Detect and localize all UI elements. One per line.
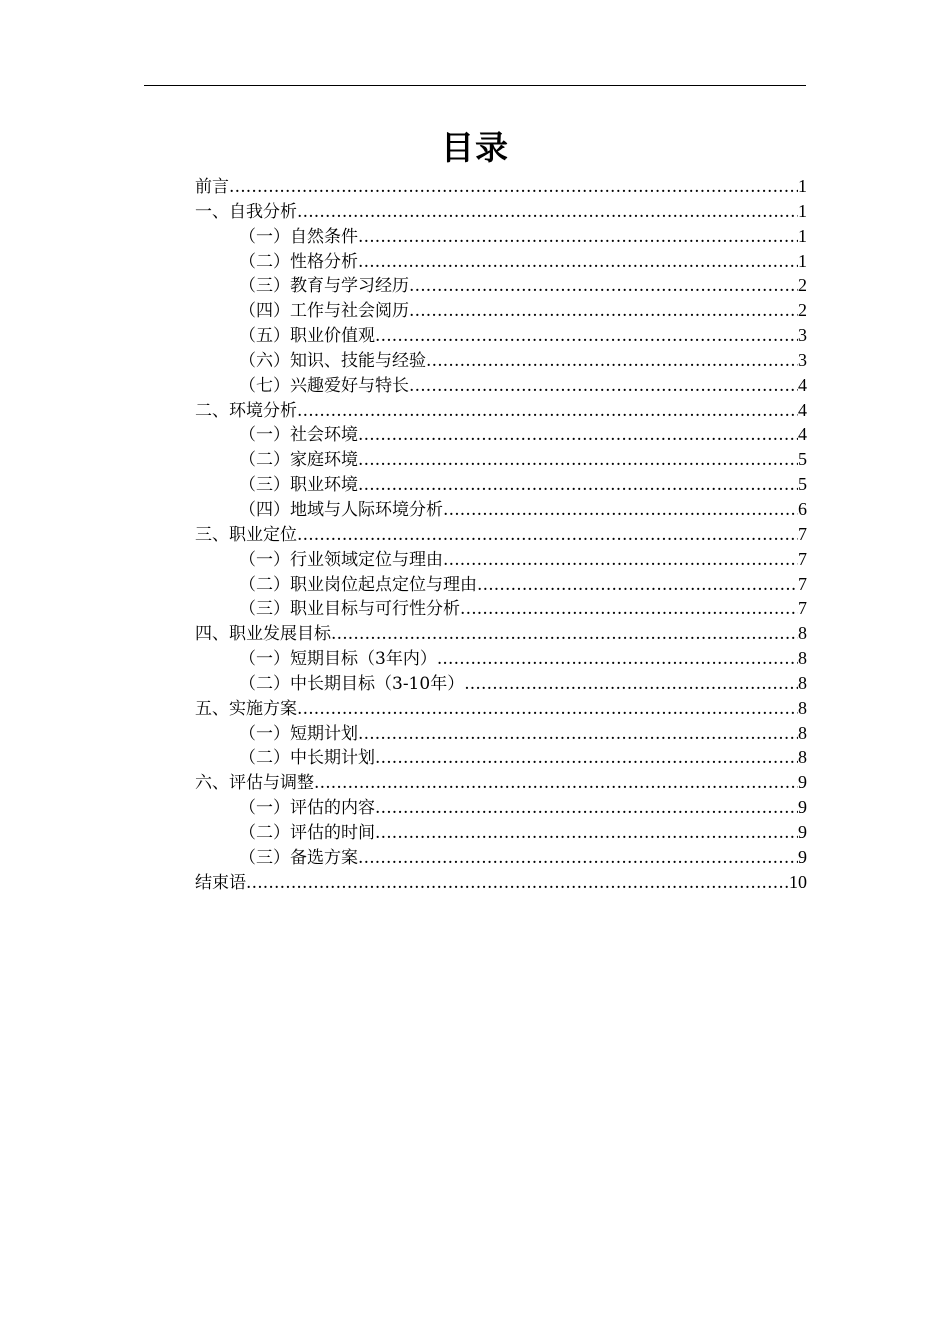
toc-page-number: 9 bbox=[798, 772, 807, 793]
toc-entry[interactable] bbox=[195, 199, 807, 224]
toc-dot-leader bbox=[443, 498, 798, 523]
toc-page-number: 2 bbox=[798, 275, 807, 296]
toc-entry[interactable] bbox=[195, 596, 807, 621]
toc-page-number: 3 bbox=[798, 349, 807, 370]
toc-page-number: 7 bbox=[798, 523, 807, 544]
toc-entry-label: 六、评估与调整 bbox=[195, 773, 314, 794]
toc-dot-leader bbox=[477, 573, 798, 598]
toc-entry[interactable] bbox=[195, 298, 807, 323]
toc-dot-leader bbox=[375, 324, 798, 349]
header-rule bbox=[144, 85, 806, 86]
toc-page-number: 1 bbox=[798, 225, 807, 246]
toc-entry[interactable] bbox=[195, 373, 807, 398]
toc-dot-leader bbox=[464, 672, 798, 697]
toc-dot-leader bbox=[437, 647, 798, 672]
toc-dot-leader bbox=[426, 349, 798, 374]
toc-entry-label: （一）社会环境 bbox=[239, 425, 358, 446]
toc-dot-leader bbox=[297, 523, 798, 548]
toc-entry[interactable] bbox=[195, 696, 807, 721]
toc-dot-leader bbox=[409, 299, 798, 324]
toc-entry[interactable] bbox=[195, 422, 807, 447]
toc-page-number: 8 bbox=[798, 722, 807, 743]
toc-page-number: 4 bbox=[798, 424, 807, 445]
table-of-contents bbox=[195, 174, 807, 894]
toc-entry[interactable] bbox=[195, 547, 807, 572]
toc-entry-label: （二）评估的时间 bbox=[239, 822, 375, 843]
toc-entry-label: （四）工作与社会阅历 bbox=[239, 301, 409, 322]
toc-entry-label: 结束语 bbox=[195, 872, 246, 893]
toc-entry[interactable] bbox=[195, 249, 807, 274]
toc-page-number: 8 bbox=[798, 672, 807, 693]
toc-dot-leader bbox=[358, 846, 798, 871]
toc-page-number: 2 bbox=[798, 300, 807, 321]
toc-page-number: 9 bbox=[798, 821, 807, 842]
toc-dot-leader bbox=[375, 821, 798, 846]
toc-dot-leader bbox=[358, 423, 798, 448]
toc-dot-leader bbox=[297, 697, 798, 722]
toc-entry[interactable] bbox=[195, 472, 807, 497]
toc-entry-label: 二、环境分析 bbox=[195, 400, 297, 421]
toc-entry[interactable] bbox=[195, 447, 807, 472]
toc-page-number: 7 bbox=[798, 573, 807, 594]
toc-entry[interactable] bbox=[195, 348, 807, 373]
toc-entry[interactable] bbox=[195, 522, 807, 547]
toc-entry-label: （四）地域与人际环境分析 bbox=[239, 499, 443, 520]
toc-page-number: 8 bbox=[798, 623, 807, 644]
toc-page-number: 8 bbox=[798, 648, 807, 669]
toc-entry-label: （七）兴趣爱好与特长 bbox=[239, 375, 409, 396]
toc-page-number: 8 bbox=[798, 747, 807, 768]
toc-entry-label: （二）中长期计划 bbox=[239, 748, 375, 769]
toc-dot-leader bbox=[358, 225, 798, 250]
toc-entry-label: 五、实施方案 bbox=[195, 698, 297, 719]
toc-page-number: 5 bbox=[798, 474, 807, 495]
toc-dot-leader bbox=[246, 871, 789, 896]
toc-entry[interactable] bbox=[195, 273, 807, 298]
toc-entry[interactable] bbox=[195, 721, 807, 746]
toc-dot-leader bbox=[314, 771, 798, 796]
toc-dot-leader bbox=[358, 722, 798, 747]
toc-entry-label: （一）自然条件 bbox=[239, 226, 358, 247]
toc-entry[interactable] bbox=[195, 870, 807, 895]
toc-page-number: 3 bbox=[798, 325, 807, 346]
toc-entry[interactable] bbox=[195, 224, 807, 249]
toc-dot-leader bbox=[331, 622, 798, 647]
toc-entry[interactable] bbox=[195, 398, 807, 423]
toc-entry[interactable] bbox=[195, 323, 807, 348]
toc-dot-leader bbox=[409, 374, 798, 399]
toc-page-number: 1 bbox=[798, 250, 807, 271]
toc-entry[interactable] bbox=[195, 745, 807, 770]
toc-entry-label: 前言 bbox=[195, 177, 229, 197]
toc-entry-label: （三）教育与学习经历 bbox=[239, 276, 409, 297]
toc-page-number: 4 bbox=[798, 374, 807, 395]
toc-entry-label: （三）职业环境 bbox=[239, 475, 358, 496]
toc-entry-label: （五）职业价值观 bbox=[239, 326, 375, 347]
toc-entry[interactable] bbox=[195, 845, 807, 870]
page-title: 目录 bbox=[441, 128, 509, 167]
toc-entry[interactable] bbox=[195, 671, 807, 696]
toc-dot-leader bbox=[229, 175, 798, 200]
toc-page-number: 8 bbox=[798, 697, 807, 718]
toc-entry-label: （二）中长期目标（3-10年） bbox=[239, 673, 465, 694]
toc-page-number: 1 bbox=[798, 200, 807, 221]
toc-entry[interactable] bbox=[195, 572, 807, 597]
toc-page-number: 9 bbox=[798, 797, 807, 818]
toc-entry-label: （二）职业岗位起点定位与理由 bbox=[239, 574, 477, 595]
toc-entry-label: （六）知识、技能与经验 bbox=[239, 350, 426, 371]
toc-page-number: 7 bbox=[798, 548, 807, 569]
toc-entry-label: （一）行业领域定位与理由 bbox=[239, 549, 443, 570]
toc-dot-leader bbox=[460, 597, 798, 622]
toc-dot-leader bbox=[358, 250, 798, 275]
toc-entry-label: （三）职业目标与可行性分析 bbox=[239, 599, 460, 620]
toc-entry[interactable] bbox=[195, 795, 807, 820]
toc-entry-label: （一）评估的内容 bbox=[239, 798, 375, 819]
toc-entry[interactable] bbox=[195, 497, 807, 522]
toc-entry-label: （一）短期计划 bbox=[239, 723, 358, 744]
toc-entry-label: （三）备选方案 bbox=[239, 847, 358, 868]
toc-entry[interactable] bbox=[195, 646, 807, 671]
toc-entry-label: 一、自我分析 bbox=[195, 201, 297, 222]
toc-entry-label: （一）短期目标（3年内） bbox=[239, 649, 437, 670]
toc-entry-label: 四、职业发展目标 bbox=[195, 624, 331, 645]
toc-page-number: 9 bbox=[798, 846, 807, 867]
toc-dot-leader bbox=[375, 746, 798, 771]
toc-page-number: 6 bbox=[798, 498, 807, 519]
toc-page-number: 1 bbox=[798, 176, 807, 196]
toc-entry-label: 三、职业定位 bbox=[195, 524, 297, 545]
toc-entry[interactable] bbox=[195, 770, 807, 795]
toc-entry-label: （二）家庭环境 bbox=[239, 450, 358, 471]
toc-page-number: 5 bbox=[798, 449, 807, 470]
toc-entry[interactable] bbox=[195, 820, 807, 845]
toc-page-number: 4 bbox=[798, 399, 807, 420]
toc-dot-leader bbox=[443, 548, 798, 573]
toc-entry[interactable] bbox=[195, 621, 807, 646]
toc-page-number: 10 bbox=[789, 871, 807, 892]
toc-dot-leader bbox=[375, 796, 798, 821]
toc-dot-leader bbox=[409, 274, 798, 299]
toc-dot-leader bbox=[358, 473, 798, 498]
toc-dot-leader bbox=[297, 200, 798, 225]
toc-entry[interactable] bbox=[195, 174, 807, 199]
toc-dot-leader bbox=[297, 399, 798, 424]
toc-page-number: 7 bbox=[798, 598, 807, 619]
toc-entry-label: （二）性格分析 bbox=[239, 251, 358, 272]
toc-dot-leader bbox=[358, 448, 798, 473]
